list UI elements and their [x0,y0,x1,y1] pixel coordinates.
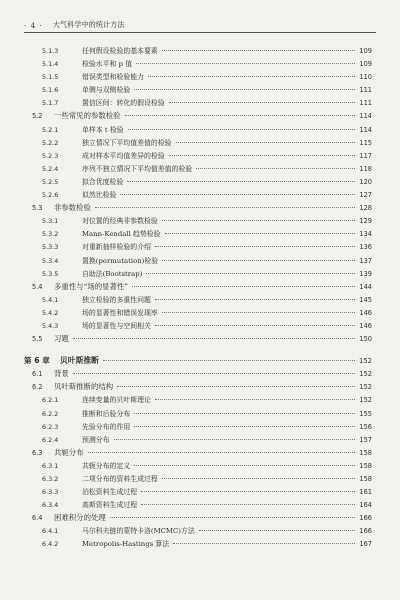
entry-number: 5.2.2 [42,138,59,147]
toc-subsection-entry [24,176,372,189]
entry-number: 6.3.2 [42,475,59,483]
dot-leader [125,115,356,116]
entry-title: 共轭分布 [54,447,84,457]
entry-title: 马尔科夫链的蒙特卡洛(MCMC)方法 [82,527,195,536]
entry-page: 146 [359,308,372,317]
toc-subsection-entry [24,394,372,407]
running-head [24,8,376,33]
entry-page: 111 [359,99,372,108]
toc-subsection-entry [24,241,372,254]
table-of-contents [24,45,372,552]
dot-leader [146,273,355,274]
entry-page: 144 [359,282,372,291]
dot-leader [134,89,355,90]
toc-subsection-entry [24,486,372,499]
toc-subsection-entry [24,97,372,110]
entry-page: 109 [359,47,372,55]
toc-subsection-entry [24,473,372,486]
entry-number: 5.4 [32,282,43,291]
toc-subsection-entry [24,228,372,241]
toc-subsection-entry [24,45,372,58]
entry-title: 独立检验的多重性问题 [82,295,151,304]
entry-title: 共轭分布的定义 [82,461,131,470]
dot-leader [88,452,356,453]
entry-page: 139 [359,269,372,278]
dot-leader [114,439,356,440]
entry-page: 152 [359,396,372,405]
entry-page: 117 [359,151,372,160]
entry-title: 二项分布的资料生成过程 [82,475,158,483]
entry-number: 6.4.1 [42,527,59,536]
entry-page: 127 [359,191,372,200]
toc-subsection-entry [24,189,372,202]
entry-page: 129 [359,217,372,226]
dot-leader [141,504,355,505]
entry-title: 贝叶斯推断 [60,356,99,366]
entry-number: 6.1 [32,370,43,379]
toc-section-entry [24,281,372,294]
toc-section-entry [24,368,372,381]
toc-subsection-entry [24,320,372,333]
entry-page: 146 [359,321,372,330]
entry-number: 5.3.2 [42,230,59,239]
entry-page: 109 [359,60,372,69]
entry-page: 158 [359,448,372,457]
toc-subsection-entry [24,163,372,176]
dot-leader [103,360,355,361]
toc-subsection-entry [24,58,372,71]
entry-title: 置换(permutation)检验 [82,256,159,265]
book-title: 大气科学中的统计方法 [52,20,125,29]
entry-number: 5.2.1 [42,125,59,134]
entry-title: 泊松资料生成过程 [82,488,138,497]
entry-number: 6.3.1 [42,461,59,470]
dot-leader [162,260,355,261]
entry-title: 检验水平和 p 值 [82,60,133,69]
toc-subsection-entry [24,71,372,84]
entry-number: 5.1.6 [42,86,59,95]
entry-title: 错误类型和检验能力 [82,73,145,82]
entry-title: 对位置的经典非参数检验 [82,217,158,226]
dot-leader [155,246,356,247]
dot-leader [134,413,355,414]
entry-number: 5.4.2 [42,308,59,317]
toc-subsection-entry [24,421,372,434]
entry-page: 166 [359,514,372,523]
toc-subsection-entry [24,408,372,421]
toc-subsection-entry [24,150,372,163]
entry-title: 序列不独立情况下平均值差值的检验 [82,164,193,173]
toc-subsection-entry [24,434,372,447]
entry-title: 自助法(Bootstrap) [82,269,143,278]
dot-leader [199,530,356,531]
entry-title: 预测分布 [82,435,110,444]
entry-title: 拟合优度检验 [82,177,124,186]
dot-leader [148,76,355,77]
entry-number: 6.2 [32,383,43,392]
entry-title: 似然比检验 [82,191,117,200]
entry-page: 150 [359,335,372,344]
entry-title: 场的显著性与空间相关 [82,321,151,330]
toc-chapter-entry [24,355,372,368]
entry-page: 158 [359,461,372,470]
toc-subsection-entry [24,124,372,137]
dot-leader [155,399,356,400]
entry-number: 6.3 [32,448,43,457]
entry-title: 成对样本平均值差异的检验 [82,151,165,160]
dot-leader [134,426,355,427]
entry-title: 任何假设检验的基本要素 [82,47,158,55]
dot-leader [73,373,356,374]
entry-number: 5.1.3 [42,47,59,55]
entry-page: 166 [359,527,372,536]
dot-leader [128,129,356,130]
entry-number: 5.2.6 [42,191,59,200]
entry-page: 156 [359,422,372,431]
dot-leader [176,142,356,143]
entry-page: 118 [359,164,372,173]
entry-page: 114 [359,112,372,121]
entry-page: 161 [359,488,372,497]
entry-page: 157 [359,435,372,444]
entry-title: 连续变量的贝叶斯理论 [82,396,151,405]
entry-page: 134 [359,230,372,239]
entry-title: 场的显著性和错误发现率 [82,308,158,317]
dot-leader [120,194,355,195]
entry-title: 置信区间：转化的假设检验 [82,99,165,108]
toc-subsection-entry [24,499,372,512]
entry-number: 5.3.5 [42,269,59,278]
entry-title: 独立情况下平均值差值的检验 [82,138,172,147]
entry-page: 152 [359,370,372,379]
toc-subsection-entry [24,84,372,97]
toc-section-entry [24,110,372,123]
entry-number: 5.3.3 [42,243,59,252]
entry-number: 6.2.1 [42,396,59,405]
dot-leader [169,102,356,103]
dot-leader [110,517,356,518]
toc-subsection-entry [24,137,372,150]
dot-leader [165,233,356,234]
dot-leader [73,338,356,339]
dot-leader [134,465,355,466]
entry-number: 5.4.1 [42,295,59,304]
entry-title: 非参数检验 [54,203,91,213]
entry-page: 110 [359,73,372,82]
entry-page: 128 [359,204,372,213]
toc-subsection-entry [24,268,372,281]
toc-subsection-entry [24,538,372,551]
entry-number: 6.2.3 [42,422,59,431]
entry-number: 5.4.3 [42,321,59,330]
entry-number: 5.3.4 [42,256,59,265]
toc-subsection-entry [24,215,372,228]
entry-title: 高斯资料生成过程 [82,501,138,510]
entry-page: 155 [359,409,372,418]
dot-leader [162,220,356,221]
entry-title: Mann-Kendall 趋势检验 [82,230,161,239]
entry-title: 单样本 t 检验 [82,125,124,134]
dot-leader [117,386,355,387]
page-number: · 4 · [24,21,43,30]
entry-page: 120 [359,177,372,186]
entry-page: 114 [359,125,372,134]
entry-page: 152 [359,357,372,366]
entry-number: 6.3.3 [42,488,59,497]
dot-leader [127,181,355,182]
entry-number: 6.2.4 [42,435,59,444]
entry-number: 第 6 章 [24,356,50,366]
entry-number: 5.2.5 [42,177,59,186]
entry-page: 152 [359,383,372,392]
dot-leader [162,478,356,479]
entry-number: 5.2.3 [42,151,59,160]
dot-leader [136,63,355,64]
toc-section-entry [24,202,372,215]
entry-page: 115 [359,138,372,147]
dot-leader [169,155,356,156]
entry-number: 6.4.2 [42,540,59,549]
entry-number: 6.2.2 [42,409,59,418]
toc-section-entry [24,447,372,460]
entry-page: 136 [359,243,372,252]
dot-leader [155,325,356,326]
entry-number: 5.5 [32,335,43,344]
entry-title: 先验分布的作用 [82,422,131,431]
entry-number: 6.3.4 [42,501,59,510]
dot-leader [132,286,355,287]
toc-subsection-entry [24,460,372,473]
entry-number: 6.4 [32,514,43,523]
entry-page: 137 [359,256,372,265]
entry-title: 背景 [54,369,69,379]
dot-leader [141,491,355,492]
entry-title: 单侧与双侧检验 [82,86,131,95]
entry-title: 困难积分的处理 [54,513,106,523]
dot-leader [162,312,356,313]
entry-title: 推断和后验分布 [82,409,131,418]
entry-title: Metropolis-Hastings 算法 [82,540,170,549]
entry-number: 5.1.5 [42,73,59,82]
dot-leader [196,168,355,169]
entry-title: 习题 [54,334,69,344]
entry-title: 一些常见的参数检验 [54,111,121,121]
toc-subsection-entry [24,307,372,320]
entry-page: 158 [359,475,372,483]
entry-number: 5.3 [32,204,43,213]
dot-leader [173,543,355,544]
toc-section-entry [24,381,372,394]
entry-title: 多重性与“场的显著性” [54,281,129,291]
entry-page: 145 [359,295,372,304]
entry-number: 5.2 [32,112,43,121]
toc-subsection-entry [24,294,372,307]
dot-leader [155,299,356,300]
toc-section-entry [24,333,372,346]
entry-page: 111 [359,86,372,95]
entry-number: 5.1.4 [42,60,59,69]
entry-title: 对重新抽样检验的介绍 [82,243,151,252]
toc-subsection-entry [24,525,372,538]
entry-page: 167 [359,540,372,549]
entry-page: 164 [359,501,372,510]
entry-title: 贝叶斯推断的结构 [54,382,114,392]
dot-leader [95,207,355,208]
toc-subsection-entry [24,255,372,268]
toc-section-entry [24,512,372,525]
entry-number: 5.3.1 [42,217,59,226]
dot-leader [162,50,356,51]
entry-number: 5.2.4 [42,164,59,173]
entry-number: 5.1.7 [42,99,59,108]
